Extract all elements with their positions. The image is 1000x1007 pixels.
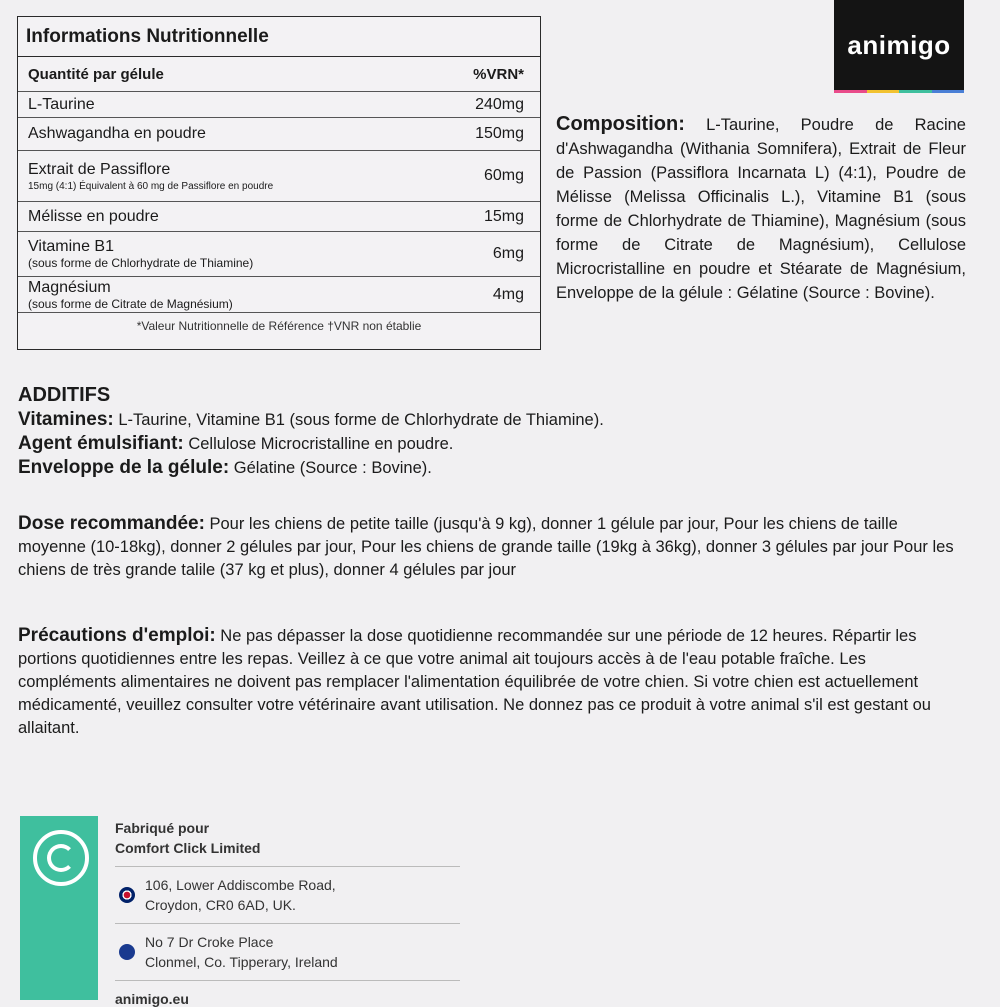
row-name: L-Taurine: [28, 95, 95, 113]
dose-label: Dose recommandée:: [18, 513, 205, 534]
website-link[interactable]: animigo.eu: [115, 980, 460, 1007]
composition-text: L-Taurine, Poudre de Racine d'Ashwagandha (Withania Somnifera), Extrait de Fleur de Passion (Passiflora Incarnata L) (4:1), Poudre de Mélisse (Melissa Officinalis L.), Vitamine B1 (sous forme de Chlorhydrate de Thiamine), Magnésium (sous forme de Citrate de Magnésium), Cellulose Microcristalline en poudre et Stéarate de Magnésium, Enveloppe de la gélule : Gélatine (Source : Bovine).: [556, 116, 966, 302]
row-name-group: [28, 238, 253, 270]
table-row: [18, 277, 540, 313]
ie-address-line1: No 7 Dr Croke Place: [145, 934, 274, 950]
logo-text: animigo: [847, 29, 951, 60]
row-subtext: (sous forme de Chlorhydrate de Thiamine): [28, 256, 254, 270]
precautions-label: Précautions d'emploi:: [18, 625, 216, 646]
row-name: Vitamine B1: [28, 238, 114, 255]
row-name-group: [28, 161, 273, 192]
made-for-label: Fabriqué pour: [115, 820, 210, 836]
eu-flag-icon: [119, 944, 135, 960]
table-row: [18, 151, 540, 202]
logo-strip-segment: [867, 90, 900, 93]
company-name: Comfort Click Limited: [115, 840, 261, 856]
additif-line: [18, 408, 978, 432]
row-value: 60mg: [483, 167, 524, 184]
animigo-logo: [834, 0, 964, 90]
row-name-group: [28, 279, 233, 311]
logo-color-strip: [834, 90, 964, 93]
precautions-section: [18, 624, 956, 740]
additif-label: Agent émulsifiant:: [18, 433, 184, 454]
table-row: [18, 92, 540, 118]
nutrition-header-row: [18, 57, 540, 92]
uk-flag-icon: [119, 887, 135, 903]
table-row: [18, 202, 540, 232]
row-value: 4mg: [492, 285, 524, 303]
additif-text: Cellulose Microcristalline en poudre.: [183, 435, 454, 453]
dose-text: Pour les chiens de petite taille (jusqu'à 9 kg), donner 1 gélule par jour, Pour les chiens de taille moyenne (10-18kg), donner 2 gélules par jour, Pour les chiens de grande taille (19kg à 36kg), donner 3 gélules par jour Pour les chiens de très grande talile (37 kg et plus), donner 4 gélules par jour: [18, 515, 954, 579]
uk-address: [115, 866, 460, 915]
logo-strip-segment: [834, 90, 867, 93]
precautions-text: Ne pas dépasser la dose quotidienne recommandée sur une période de 12 heures. Répartir les portions quotidiennes entre les repas. Veillez à ce que votre animal ait toujours accès à de l'eau potable fraîche. Les compléments alimentaires ne doivent pas remplacer l'alimentation équilibrée de votre chien. Si votre chien est actuellement médicamenté, veuillez consulter votre vétérinaire avant utilisation. Ne donnez pas ce produit à votre animal s'il est gestant ou allaitant.: [18, 627, 931, 737]
row-name: Magnésium: [28, 278, 111, 296]
row-value: 150mg: [475, 125, 524, 142]
row-value: 6mg: [492, 245, 524, 262]
logo-strip-segment: [932, 90, 965, 93]
additif-line: [18, 456, 978, 480]
nutrition-table: [17, 16, 541, 350]
uk-address-line1: 106, Lower Addiscombe Road,: [145, 877, 336, 893]
composition-label: Composition:: [556, 113, 685, 135]
row-name: Ashwagandha en poudre: [28, 125, 206, 142]
table-row: [18, 232, 540, 277]
row-subtext: (sous forme de Citrate de Magnésium): [28, 296, 233, 311]
table-row: [18, 118, 540, 151]
additifs-heading: ADDITIFS: [18, 384, 111, 406]
dose-section: [18, 512, 956, 582]
comfort-click-logo-icon: [33, 830, 89, 886]
additif-text: Gélatine (Source : Bovine).: [229, 459, 432, 477]
additif-label: Vitamines:: [18, 409, 114, 430]
brand-panel: [20, 816, 98, 1000]
row-value: 15mg: [483, 207, 524, 225]
row-subtext: 15mg (4:1) Équivalent à 60 mg de Passiflore en poudre: [28, 180, 274, 192]
header-vrn: %VRN*: [473, 65, 524, 83]
row-name: Mélisse en poudre: [28, 207, 159, 225]
manufacturer-info: [115, 816, 460, 1007]
additifs-section: [18, 382, 978, 480]
nutrition-footnote: *Valeur Nutritionnelle de Référence †VNR non établie: [136, 319, 422, 333]
composition-section: [556, 112, 966, 305]
additif-label: Enveloppe de la gélule:: [18, 457, 230, 478]
header-quantity: Quantité par gélule: [28, 65, 164, 83]
additif-text: L-Taurine, Vitamine B1 (sous forme de Chlorhydrate de Thiamine).: [113, 411, 604, 429]
ie-address: [115, 923, 460, 972]
ie-address-line2: Clonmel, Co. Tipperary, Ireland: [145, 954, 338, 970]
made-for-block: [115, 818, 460, 858]
manufacturer-box: [20, 816, 460, 1007]
row-value: 240mg: [475, 95, 524, 113]
nutrition-title: Informations Nutritionnelle: [18, 17, 540, 57]
uk-address-line2: Croydon, CR0 6AD, UK.: [145, 897, 296, 913]
logo-strip-segment: [899, 90, 932, 93]
additif-line: [18, 432, 978, 456]
row-name: Extrait de Passiflore: [28, 160, 171, 178]
